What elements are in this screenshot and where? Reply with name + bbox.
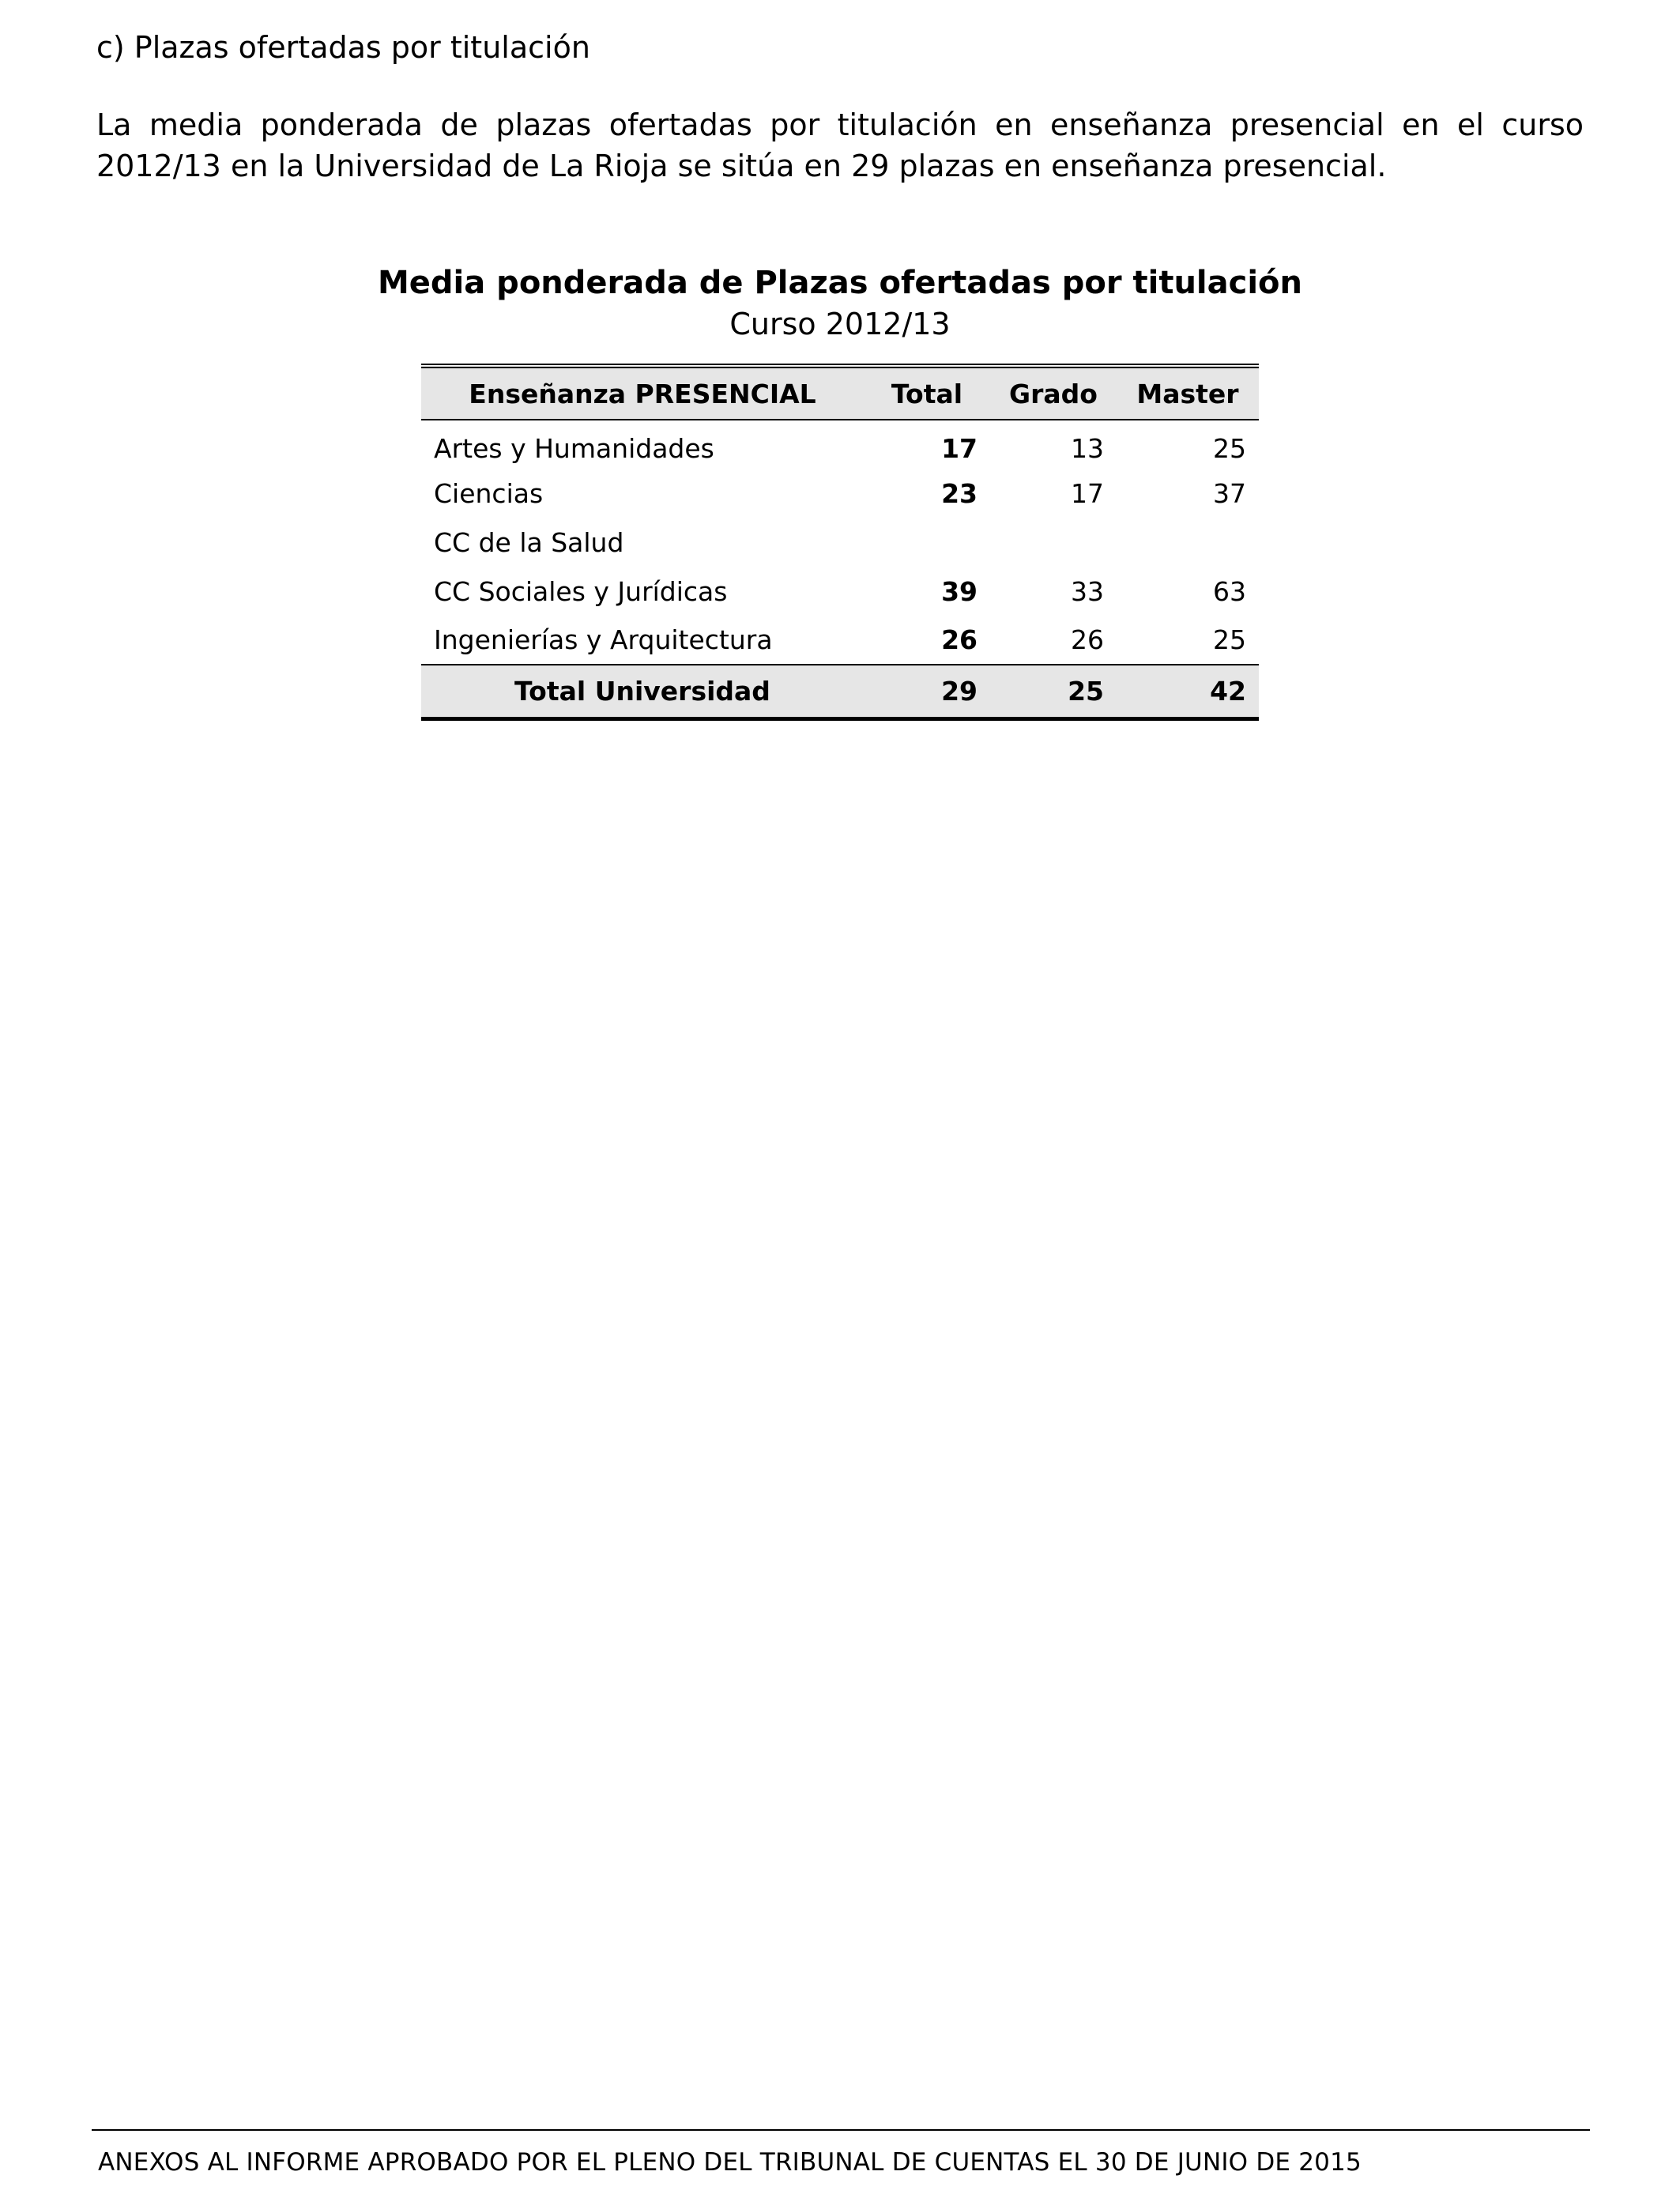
row-total — [864, 518, 990, 567]
total-row-total: 29 — [864, 665, 990, 718]
row-total: 23 — [941, 477, 977, 509]
total-row-grado: 25 — [990, 665, 1117, 718]
section-heading: c) Plazas ofertadas por titulación — [96, 30, 590, 65]
header-grado: Grado — [990, 366, 1117, 420]
row-grado — [990, 518, 1117, 567]
table-header-row — [421, 366, 1259, 420]
table-row — [421, 567, 1259, 616]
table-title: Media ponderada de Plazas ofertadas por titulación — [377, 265, 1303, 301]
row-label: CC de la Salud — [434, 526, 624, 558]
row-grado: 13 — [1071, 433, 1104, 464]
row-total: 17 — [941, 433, 977, 464]
header-total: Total — [864, 366, 990, 420]
total-row-label: Total Universidad — [421, 665, 864, 718]
total-row-master: 42 — [1117, 665, 1259, 718]
row-label: CC Sociales y Jurídicas — [434, 575, 728, 607]
footer-divider — [92, 2129, 1590, 2131]
row-label: Artes y Humanidades — [434, 433, 714, 464]
table-row — [421, 469, 1259, 518]
row-grado: 33 — [1071, 575, 1104, 607]
header-ensenanza: Enseñanza PRESENCIAL — [421, 366, 864, 420]
row-label: Ciencias — [434, 477, 544, 509]
body-paragraph: La media ponderada de plazas ofertadas por titulación en enseñanza presencial en el curso 2012/13 en la Universidad de La Rioja se sitúa en 29 plazas en enseñanza presencial. — [96, 107, 1584, 183]
row-master: 25 — [1213, 433, 1246, 464]
row-total: 39 — [941, 575, 977, 607]
row-total: 26 — [941, 624, 977, 655]
row-master: 25 — [1213, 624, 1246, 655]
total-row — [421, 665, 1259, 718]
row-master — [1117, 518, 1259, 567]
header-master: Master — [1117, 366, 1259, 420]
table-row — [421, 420, 1259, 469]
table-row — [421, 518, 1259, 567]
row-master: 37 — [1213, 477, 1246, 509]
plazas-table — [421, 364, 1259, 721]
table-subtitle: Curso 2012/13 — [729, 307, 951, 341]
row-master: 63 — [1213, 575, 1246, 607]
row-grado: 26 — [1071, 624, 1104, 655]
table-row — [421, 616, 1259, 665]
row-label: Ingenierías y Arquitectura — [434, 624, 773, 655]
footer-text: ANEXOS AL INFORME APROBADO POR EL PLENO DEL TRIBUNAL DE CUENTAS EL 30 DE JUNIO DE 2015 — [98, 2148, 1362, 2177]
row-grado: 17 — [1071, 477, 1104, 509]
